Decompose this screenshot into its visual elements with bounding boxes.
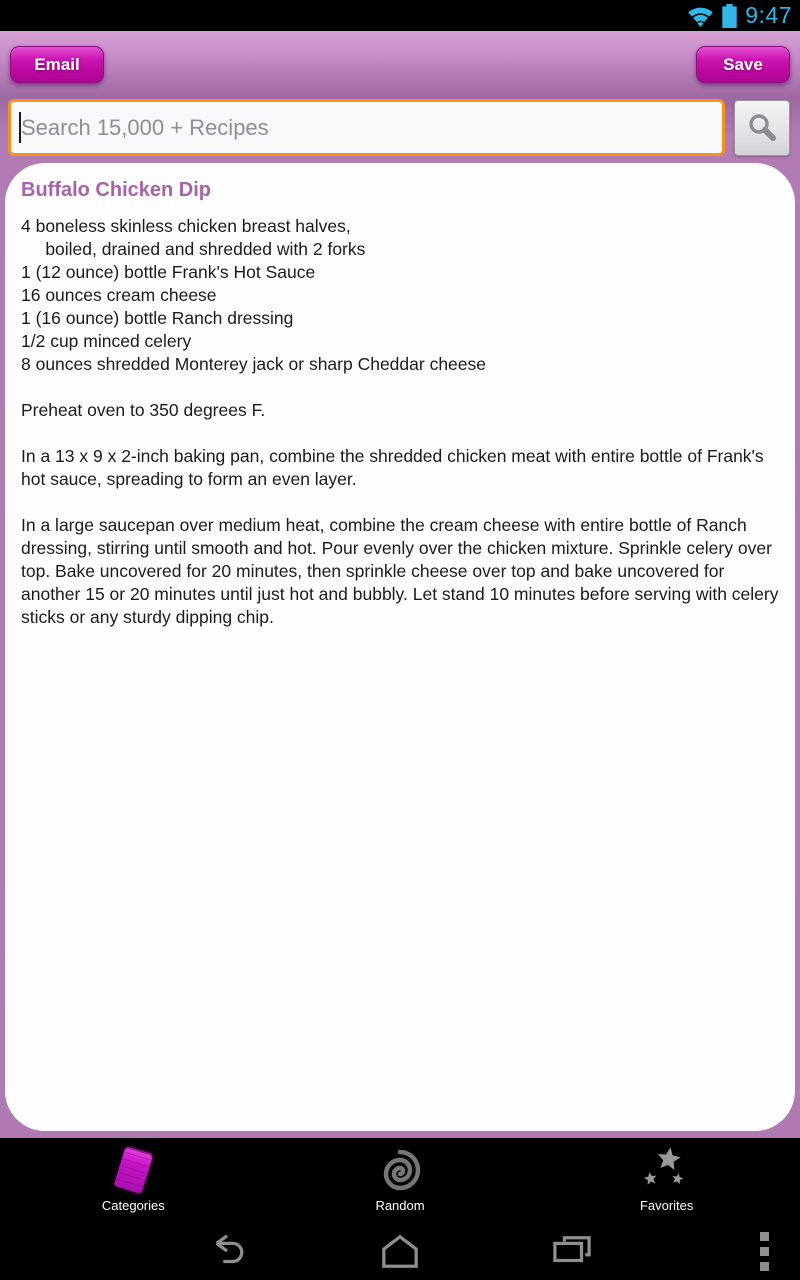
status-bar	[0, 0, 800, 31]
ingredient-line: boiled, drained and shredded with 2 forks	[21, 239, 366, 259]
email-button[interactable]: Email	[10, 46, 104, 83]
recipe-title: Buffalo Chicken Dip	[21, 179, 212, 201]
home-button[interactable]	[373, 1231, 427, 1271]
recipe-body	[21, 215, 784, 629]
overflow-menu-button[interactable]	[750, 1231, 778, 1271]
recent-apps-button[interactable]	[545, 1231, 599, 1271]
nav-label: Random	[375, 1198, 425, 1213]
nav-item-favorites[interactable]	[533, 1138, 800, 1222]
ingredient-list	[21, 215, 779, 376]
search-icon	[745, 111, 779, 145]
categories-notepad-icon	[113, 1146, 153, 1195]
nav-label: Categories	[101, 1198, 165, 1213]
nav-item-categories[interactable]	[0, 1138, 267, 1222]
recipe-card[interactable]	[5, 163, 795, 1131]
random-spiral-icon	[376, 1146, 424, 1194]
ingredient-line: 1/2 cup minced celery	[21, 331, 192, 351]
overflow-dot	[760, 1247, 769, 1256]
ingredient-line: 1 (12 ounce) bottle Frank's Hot Sauce	[21, 262, 316, 282]
overflow-dot	[760, 1262, 769, 1271]
instruction-paragraphs	[21, 399, 784, 629]
battery-icon	[721, 4, 738, 28]
search-input[interactable]	[8, 99, 725, 156]
save-button[interactable]: Save	[696, 46, 790, 83]
text-cursor	[19, 112, 21, 143]
app-background	[0, 31, 800, 1138]
favorites-stars-icon	[641, 1145, 693, 1195]
wifi-icon	[687, 5, 714, 27]
home-icon	[377, 1232, 423, 1270]
instruction-paragraph: Preheat oven to 350 degrees F.	[21, 400, 266, 420]
nav-item-random[interactable]	[267, 1138, 534, 1222]
search-button[interactable]	[734, 100, 790, 156]
back-icon	[205, 1232, 251, 1270]
recent-apps-icon	[549, 1232, 595, 1270]
system-nav-bar	[0, 1222, 800, 1280]
ingredient-line: 1 (16 ounce) bottle Ranch dressing	[21, 308, 294, 328]
nav-label: Favorites	[639, 1198, 694, 1213]
instruction-paragraph: In a large saucepan over medium heat, combine the cream cheese with entire bottle of Ranch dressing, stirring until smooth and hot. Pour evenly over the chicken mixture. Sprinkle celery over top. Bake uncovered for 20 minutes, then sprinkle cheese over top and bake uncovered for another 15 or 20 minutes until just hot and bubbly. Let stand 10 minutes before serving with celery sticks or any sturdy dipping chip.	[21, 515, 784, 627]
bottom-nav	[0, 1138, 800, 1222]
clock: 9:47	[745, 2, 792, 28]
back-button[interactable]	[201, 1231, 255, 1271]
search-input-wrap	[8, 99, 725, 156]
ingredient-line: 4 boneless skinless chicken breast halves,	[21, 216, 351, 236]
overflow-dot	[760, 1232, 769, 1241]
instruction-paragraph: In a 13 x 9 x 2-inch baking pan, combine the shredded chicken meat with entire bottle of Frank's hot sauce, spreading to form an even layer.	[21, 446, 769, 489]
ingredient-line: 16 ounces cream cheese	[21, 285, 217, 305]
app-header	[0, 31, 800, 98]
ingredient-line: 8 ounces shredded Monterey jack or sharp Cheddar cheese	[21, 354, 486, 374]
search-bar	[8, 99, 790, 156]
